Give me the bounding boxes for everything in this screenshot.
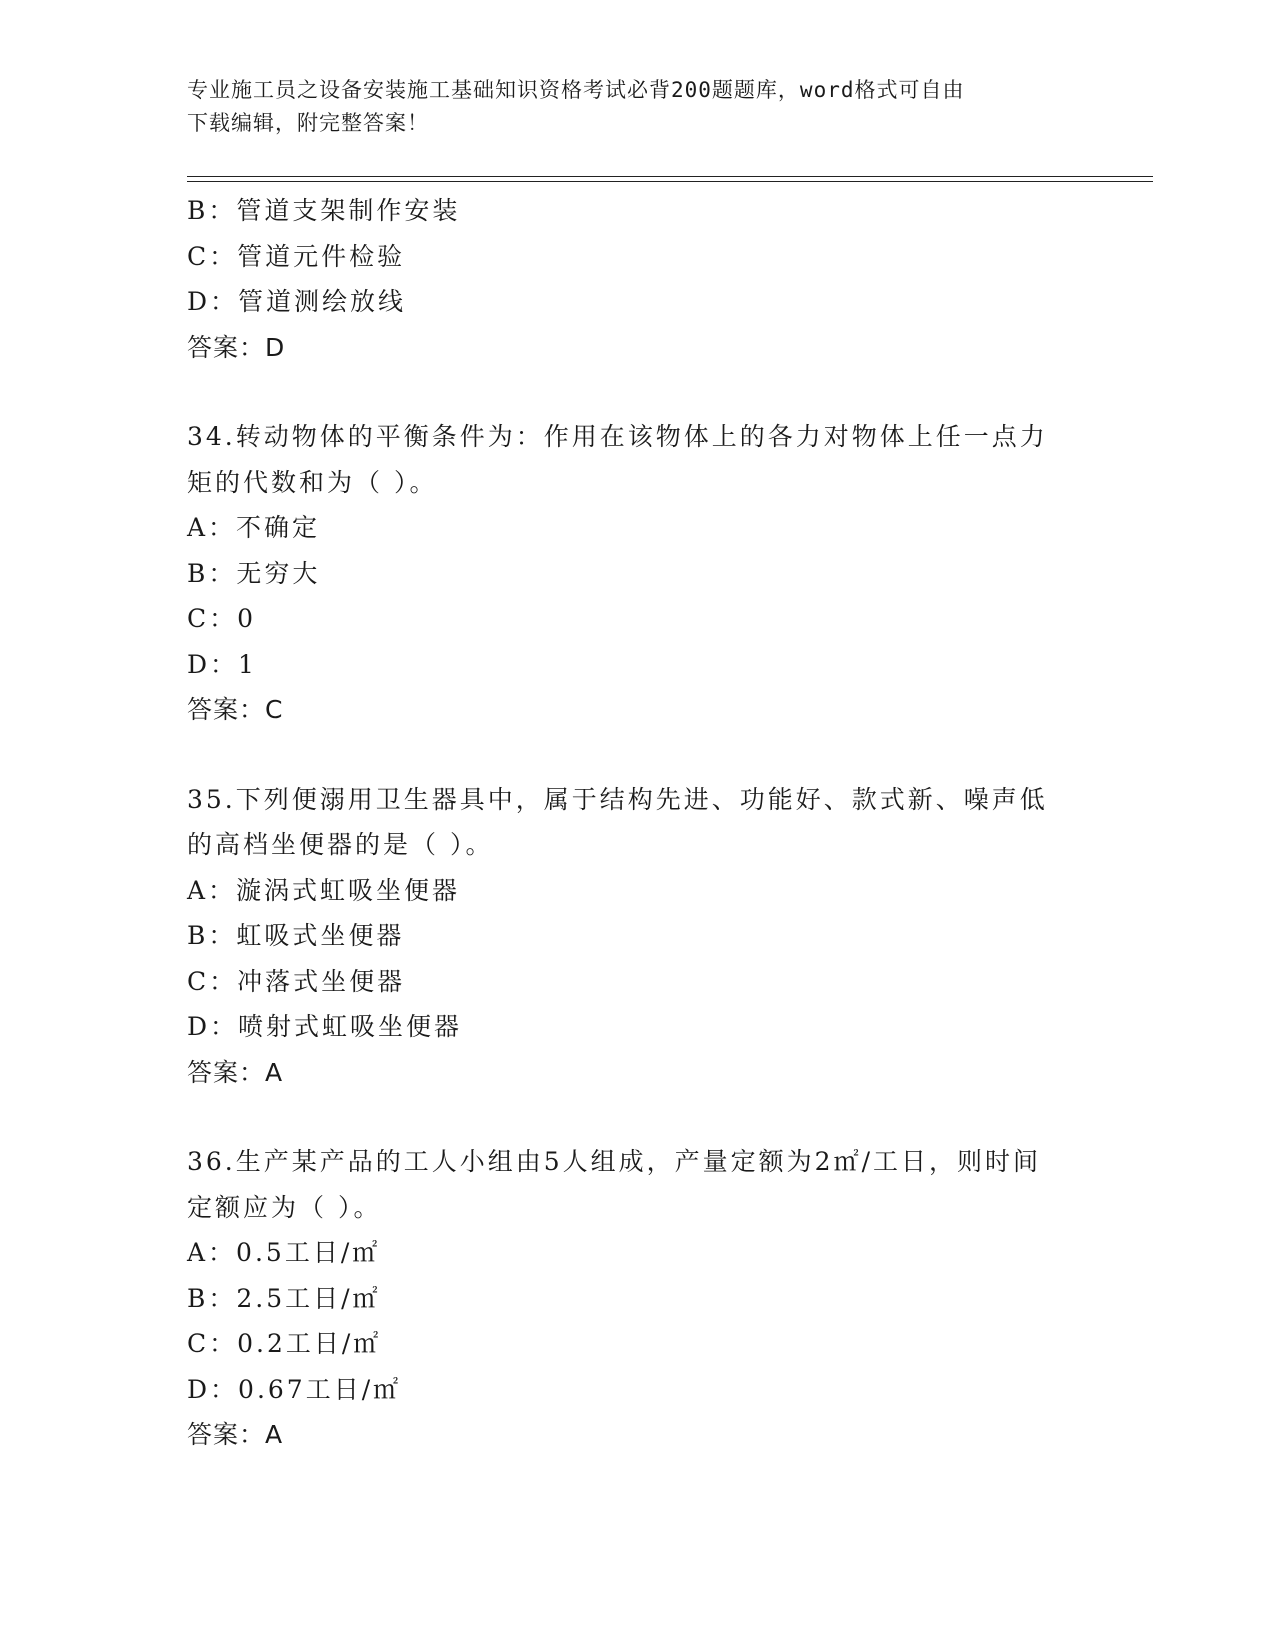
question-stem-line: 36.生产某产品的工人小组由5人组成，产量定额为2㎡/工日，则时间 — [187, 1147, 1041, 1176]
option-c: C：0.2工日/㎡ — [187, 1329, 382, 1358]
prev-question-block — [187, 188, 1087, 370]
header-rule-top — [187, 176, 1153, 177]
option-a: A：0.5工日/㎡ — [187, 1238, 381, 1267]
question-stem-line: 的高档坐便器的是（ ）。 — [187, 830, 494, 859]
option-a: A：不确定 — [187, 513, 321, 542]
question-content — [187, 188, 1087, 1458]
question-stem-line: 矩的代数和为（ ）。 — [187, 467, 438, 497]
option-b: B：无穷大 — [187, 558, 321, 588]
option-b: B：管道支架制作安装 — [187, 196, 461, 225]
option-d: D：0.67工日/㎡ — [187, 1374, 402, 1404]
answer-line: 答案：A — [187, 1420, 284, 1449]
spacer — [187, 1095, 1087, 1139]
spacer — [187, 733, 1087, 777]
option-d: D：喷射式虹吸坐便器 — [187, 1012, 463, 1041]
header-line-1: 专业施工员之设备安装施工基础知识资格考试必背200题题库，word格式可自由 — [187, 78, 965, 102]
option-c: C：冲落式坐便器 — [187, 966, 406, 996]
question-34 — [187, 414, 1087, 733]
answer-line: 答案：A — [187, 1057, 284, 1087]
option-c: C：0 — [187, 604, 257, 633]
answer-line: 答案：D — [187, 332, 286, 362]
option-a: A：漩涡式虹吸坐便器 — [187, 875, 461, 905]
document-header — [187, 74, 1067, 140]
option-b: B：2.5工日/㎡ — [187, 1283, 381, 1313]
option-d: D：管道测绘放线 — [187, 287, 407, 316]
question-stem-line: 34.转动物体的平衡条件为：作用在该物体上的各力对物体上任一点力 — [187, 422, 1048, 451]
question-stem-line: 35.下列便溺用卫生器具中，属于结构先进、功能好、款式新、噪声低 — [187, 784, 1048, 814]
answer-line: 答案：C — [187, 695, 284, 724]
option-b: B：虹吸式坐便器 — [187, 921, 405, 950]
question-stem-line: 定额应为（ ）。 — [187, 1192, 382, 1222]
option-c: C：管道元件检验 — [187, 241, 406, 271]
spacer — [187, 370, 1087, 414]
option-d: D：1 — [187, 649, 257, 679]
header-line-2: 下载编辑，附完整答案！ — [187, 111, 429, 135]
header-rule-bottom — [187, 181, 1153, 182]
question-35 — [187, 777, 1087, 1096]
question-36 — [187, 1139, 1087, 1458]
